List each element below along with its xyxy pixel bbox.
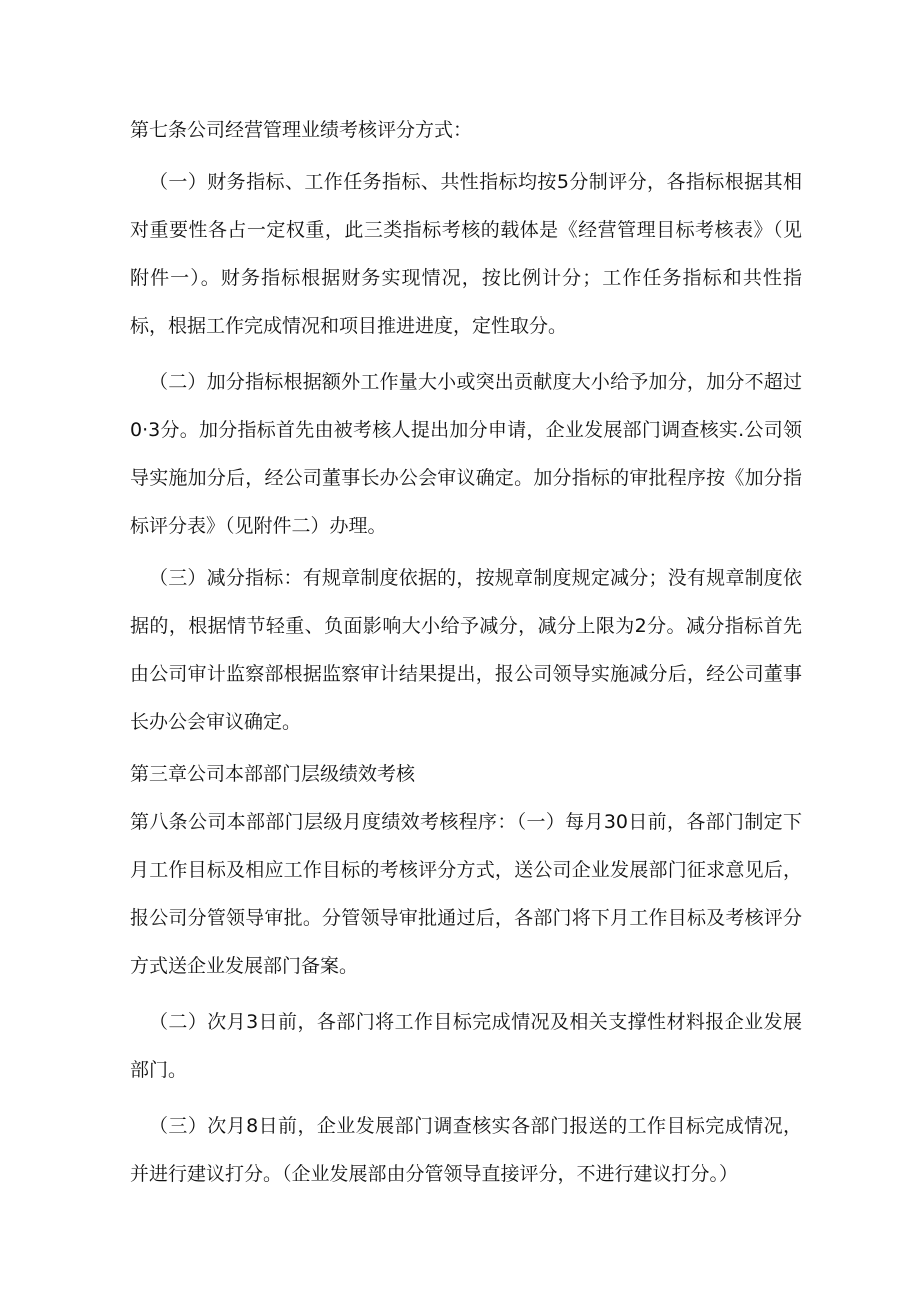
article-8-item-2: （二）次月3日前，各部门将工作目标完成情况及相关支撑性材料报企业发展部门。	[130, 1011, 802, 1081]
article-8-item-1: 第八条公司本部部门层级月度绩效考核程序：（一）每月30日前，各部门制定下月工作目标及相应工作目标的考核评分方式，送公司企业发展部门征求意见后，报公司分管领导审批。分管领导审批通过后，各部门将下月工作目标及考核评分方式送企业发展部门备案。	[130, 811, 802, 977]
chapter-3-title: 第三章公司本部部门层级绩效考核	[130, 763, 416, 785]
article-7-item-3: （三）减分指标：有规章制度依据的，按规章制度规定减分；没有规章制度依据的，根据情节轻重、负面影响大小给予减分，减分上限为2分。减分指标首先由公司审计监察部根据监察审计结果提出，报公司领导实施减分后，经公司董事长办公会审议确定。	[130, 567, 802, 733]
article-7-item-1: （一）财务指标、工作任务指标、共性指标均按5分制评分，各指标根据其相对重要性各占一定权重，此三类指标考核的载体是《经营管理目标考核表》（见附件一）。财务指标根据财务实现情况，按比例计分；工作任务指标和共性指标，根据工作完成情况和项目推进进度，定性取分。	[130, 171, 802, 337]
document-body	[130, 106, 802, 1198]
article-7-item-2: （二）加分指标根据额外工作量大小或突出贡献度大小给予加分，加分不超过0·3分。加分指标首先由被考核人提出加分申请，企业发展部门调查核实.公司领导实施加分后，经公司董事长办公会审议确定。加分指标的审批程序按《加分指标评分表》（见附件二）办理。	[130, 371, 802, 537]
article-7-heading: 第七条公司经营管理业绩考核评分方式：	[130, 119, 473, 141]
article-8-item-3: （三）次月8日前，企业发展部门调查核实各部门报送的工作目标完成情况，并进行建议打分。（企业发展部由分管领导直接评分，不进行建议打分。）	[130, 1115, 802, 1185]
